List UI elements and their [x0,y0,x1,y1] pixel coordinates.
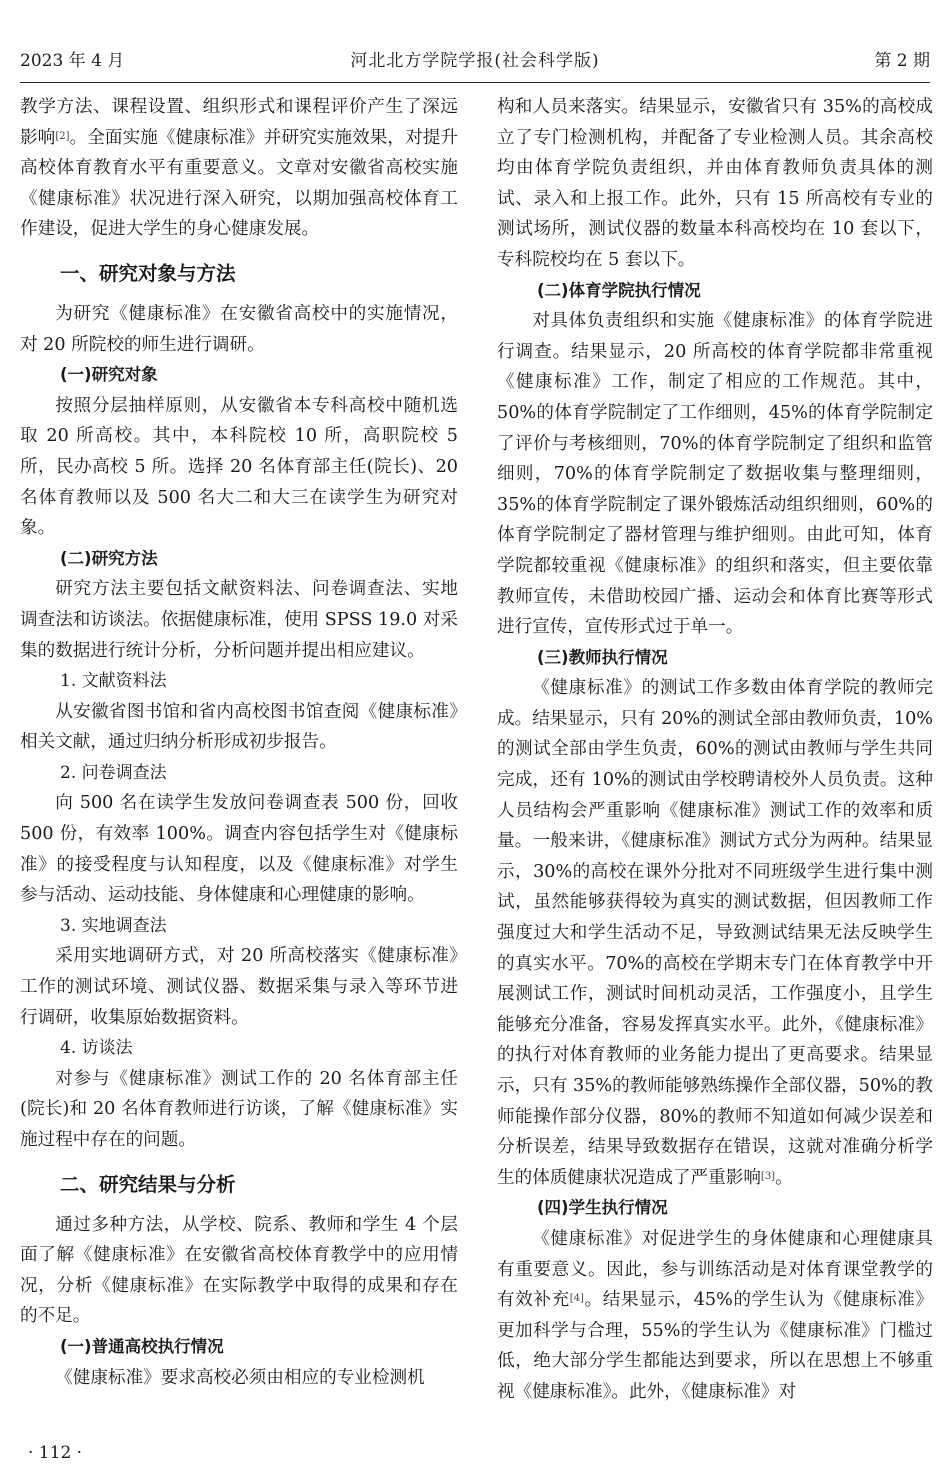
interview-paragraph: 对参与《健康标准》测试工作的 20 名体育部主任(院长)和 20 名体育教师进行访谈，了解《健康标准》实施过程中存在的问题。 [20,1068,458,1150]
subheading-literature: 1. 文献资料法 [60,671,167,692]
right-column [497,92,933,1408]
universities-paragraph-continued: 构和人员来落实。结果显示，安徽省只有 35%的高校成立了专门检测机构，并配备了专业检测人员。其余高校均由体育学院负责组织，并由体育教师负责具体的测试、录入和上报工作。此外，只有 15 所高校有专业的测试场所，测试仪器的数量本科高校均在 10 套以下，专科院校均在 5 套以下。 [497,97,933,270]
subheading-questionnaire: 2. 问卷调查法 [60,762,167,783]
universities-paragraph-start: 《健康标准》要求高校必须由相应的专业检测机 [55,1367,425,1388]
running-header [20,46,930,76]
teachers-paragraph: 《健康标准》的测试工作多数由体育学院的教师完成。结果显示，只有 20%的测试全部由教师负责，10%的测试全部由学生负责，60%的测试由教师与学生共同完成，还有 10%的测试由学校聘请校外人员负责。这种人员结构会严重影响《健康标准》测试工作的效率和质量。一般来讲，《健康标准》测试方式分为两种。结果显示，30%的高校在课外分批对不同班级学生进行集中测试，虽然能够获得较为真实的测试数据，但因教师工作强度过大和学生活动不足，导致测试结果无法反映学生的真实水平。70%的高校在学期末专门在体育教学中开展测试工作，测试时间机动灵活，工作强度小，且学生能够充分准备，容易发挥真实水平。此外，《健康标准》的执行对体育教师的业务能力提出了更高要求。结果显示，只有 35%的教师能够熟练操作全部仪器，50%的教师能操作部分仪器，80%的教师不知道如何减少误差和分析误差，结果导致数据存在错误，这就对准确分析学生的体质健康状况造成了严重影响[3]。 [497,678,933,1188]
subheading-universities: (一)普通高校执行情况 [60,1336,224,1356]
page-number: · 112 · [28,1443,83,1463]
header-journal-title: 河北北方学院学报(社会科学版) [350,51,600,71]
subheading-pe-college: (二)体育学院执行情况 [537,280,701,300]
results-paragraph: 通过多种方法，从学校、院系、教师和学生 4 个层面了解《健康标准》在安徽省高校体育教学中的应用情况，分析《健康标准》在实际教学中取得的成果和存在的不足。 [20,1214,458,1327]
subheading-teachers: (三)教师执行情况 [537,647,668,667]
methods-paragraph: 为研究《健康标准》在安徽省高校中的实施情况，对 20 所院校的师生进行调研。 [20,303,458,355]
method-paragraph: 研究方法主要包括文献资料法、问卷调查法、实地调查法和访谈法。依据健康标准，使用 SPSS 19.0 对采集的数据进行统计分析，分析问题并提出相应建议。 [20,579,458,661]
field-survey-paragraph: 采用实地调研方式，对 20 所高校落实《健康标准》工作的测试环境、测试仪器、数据采集与录入等环节进行调研，收集原始数据资料。 [20,946,458,1028]
pe-college-paragraph: 对具体负责组织和实施《健康标准》的体育学院进行调查。结果显示，20 所高校的体育学院都非常重视《健康标准》工作，制定了相应的工作规范。其中，50%的体育学院制定了工作细则，45%的体育学院制定了评价与考核细则，70%的体育学院制定了组织和监管细则，70%的体育学院制定了数据收集与整理细则，35%的体育学院制定了课外锻炼活动组织细则，60%的体育学院制定了器材管理与维护细则。由此可知，体育学院都较重视《健康标准》的组织和落实，但主要依靠教师宣传，未借助校园广播、运动会和体育比赛等形式进行宣传，宣传形式过于单一。 [497,311,933,638]
header-issue: 第 2 期 [874,51,930,71]
citation-ref[interactable]: [4] [569,1293,584,1305]
section-heading-results: 二、研究结果与分析 [60,1172,236,1196]
citation-ref[interactable]: [2] [55,130,70,142]
citation-ref[interactable]: [3] [760,1170,776,1182]
intro-paragraph: 教学方法、课程设置、组织形式和课程评价产生了深远影响[2]。全面实施《健康标准》并研究实施效果，对提升高校体育教育水平有重要意义。文章对安徽省高校实施《健康标准》状况进行深入研究，以期加强高校体育工作建设，促进大学生的身心健康发展。 [20,97,458,240]
questionnaire-paragraph: 向 500 名在读学生发放问卷调查表 500 份，回收 500 份，有效率 100%。调查内容包括学生对《健康标准》的接受程度与认知程度，以及《健康标准》对学生参与活动、运动技能、身体健康和心理健康的影响。 [20,793,458,906]
subheading-method: (二)研究方法 [60,548,158,568]
literature-paragraph: 从安徽省图书馆和省内高校图书馆查阅《健康标准》相关文献，通过归纳分析形成初步报告。 [20,701,458,753]
subheading-interview: 4. 访谈法 [60,1038,133,1059]
subheading-students: (四)学生执行情况 [537,1198,668,1218]
section-heading-methods: 一、研究对象与方法 [60,261,236,285]
objects-paragraph: 按照分层抽样原则，从安徽省本专科高校中随机选取 20 所高校。其中，本科院校 10 所，高职院校 5 所，民办高校 5 所。选择 20 名体育部主任(院长)、20 名体育教师以及 500 名大二和大三在读学生为研究对象。 [20,395,458,539]
header-date: 2023 年 4 月 [20,51,125,71]
students-paragraph: 《健康标准》对促进学生的身体健康和心理健康具有重要意义。因此，参与训练活动是对体育课堂教学的有效补充[4]。结果显示，45%的学生认为《健康标准》更加科学与合理，55%的学生认为《健康标准》门槛过低，绝大部分学生都能达到要求，所以在思想上不够重视《健康标准》。此外，《健康标准》对 [497,1228,933,1402]
subheading-objects: (一)研究对象 [60,365,158,385]
header-rule [20,82,930,83]
subheading-field-survey: 3. 实地调查法 [60,915,167,936]
left-column [20,92,458,1393]
